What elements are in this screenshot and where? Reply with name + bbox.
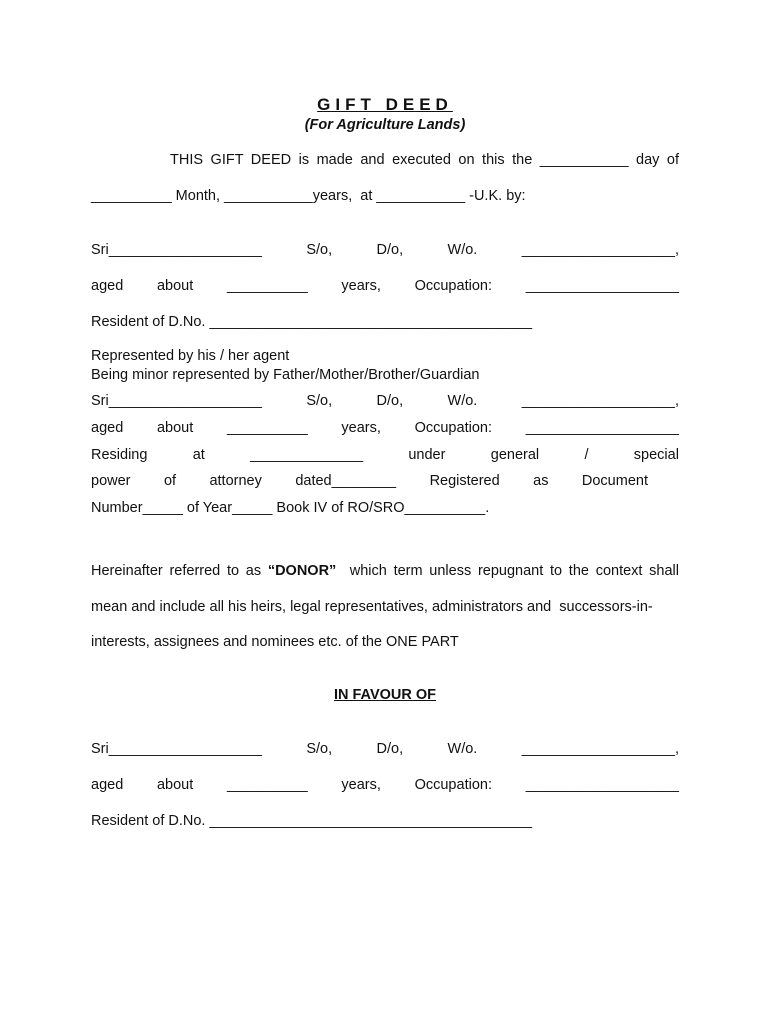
agent-about-label: about [156, 420, 194, 436]
document-subtitle: (For Agriculture Lands) [304, 117, 466, 133]
agent-years-label: years, [341, 420, 381, 436]
agent-line-2: Being minor represented by Father/Mother/Brother/Guardian [91, 367, 480, 383]
agent-parent-name: ___________________, [521, 393, 679, 409]
hereinafter-line-2: mean and include all his heirs, legal representatives, administrators and successors-in- [91, 599, 653, 615]
agent-as-label: as [533, 473, 549, 489]
donee-years-label: years, [341, 777, 381, 793]
donor-term: “DONOR” [267, 563, 337, 579]
agent-power-row [91, 472, 648, 490]
agent-sri-name: Sri___________________ [91, 393, 262, 409]
donee-wife-of: W/o. [447, 741, 478, 757]
donee-sri-row [91, 740, 679, 758]
donor-occupation-blank: ___________________ [525, 278, 679, 294]
agent-residing-row [91, 446, 679, 464]
agent-dated-blank: dated________ [295, 473, 397, 489]
agent-special-label: special [633, 447, 679, 463]
donee-parent-name: ___________________, [521, 741, 679, 757]
donor-occupation-label: Occupation: [414, 278, 492, 294]
agent-aged-label: aged [91, 420, 124, 436]
donee-occupation-label: Occupation: [414, 777, 492, 793]
donor-years-label: years, [341, 278, 381, 294]
donor-age-blank: __________ [227, 278, 308, 294]
document-title: GIFT DEED [317, 95, 453, 114]
agent-at-label: at [192, 447, 205, 463]
donor-wife-of: W/o. [447, 242, 478, 258]
agent-of-label: of [163, 473, 177, 489]
donee-sri-name: Sri___________________ [91, 741, 262, 757]
agent-age-blank: __________ [227, 420, 308, 436]
donee-age-blank: __________ [227, 777, 308, 793]
agent-residing-blank: ______________ [250, 447, 364, 463]
donor-aged-row [91, 277, 679, 295]
agent-occupation-label: Occupation: [414, 420, 492, 436]
donee-resident: Resident of D.No. ________________________________________ [91, 813, 533, 829]
donee-occupation-blank: ___________________ [525, 777, 679, 793]
donor-aged-label: aged [91, 278, 124, 294]
hereinafter-post: which term unless repugnant to the context shall [336, 563, 679, 579]
agent-line-1: Represented by his / her agent [91, 348, 290, 364]
donor-resident: Resident of D.No. ________________________________________ [91, 314, 533, 330]
donor-about-label: about [156, 278, 194, 294]
donor-son-of: S/o, [306, 242, 333, 258]
agent-son-of: S/o, [306, 393, 333, 409]
donee-son-of: S/o, [306, 741, 333, 757]
donor-sri-row [91, 241, 679, 259]
agent-occupation-blank: ___________________ [525, 420, 679, 436]
agent-sri-row [91, 392, 679, 410]
agent-aged-row [91, 419, 679, 437]
agent-daughter-of: D/o, [376, 393, 404, 409]
intro-line-2: __________ Month, ___________years, at ___________ -U.K. by: [91, 188, 526, 204]
intro-line-1: THIS GIFT DEED is made and executed on this the ___________ day of [170, 152, 679, 168]
donor-sri-name: Sri___________________ [91, 242, 262, 258]
hereinafter-line-1 [91, 562, 679, 580]
agent-wife-of: W/o. [447, 393, 478, 409]
agent-under-label: under [408, 447, 446, 463]
hereinafter-line-3: interests, assignees and nominees etc. of the ONE PART [91, 634, 459, 650]
donor-parent-name: ___________________, [521, 242, 679, 258]
agent-power-label: power [91, 473, 131, 489]
agent-document-label: Document [581, 473, 648, 489]
donor-daughter-of: D/o, [376, 242, 404, 258]
hereinafter-pre: Hereinafter referred to as [91, 563, 268, 579]
donee-aged-label: aged [91, 777, 124, 793]
agent-slash: / [584, 447, 589, 463]
agent-registered-label: Registered [429, 473, 500, 489]
donee-about-label: about [156, 777, 194, 793]
agent-attorney-label: attorney [209, 473, 262, 489]
agent-residing-label: Residing [91, 447, 148, 463]
donee-daughter-of: D/o, [376, 741, 404, 757]
agent-general-label: general [490, 447, 540, 463]
donee-aged-row [91, 776, 679, 794]
agent-number-line: Number_____ of Year_____ Book IV of RO/SRO__________. [91, 500, 490, 516]
in-favour-heading: IN FAVOUR OF [333, 687, 437, 703]
